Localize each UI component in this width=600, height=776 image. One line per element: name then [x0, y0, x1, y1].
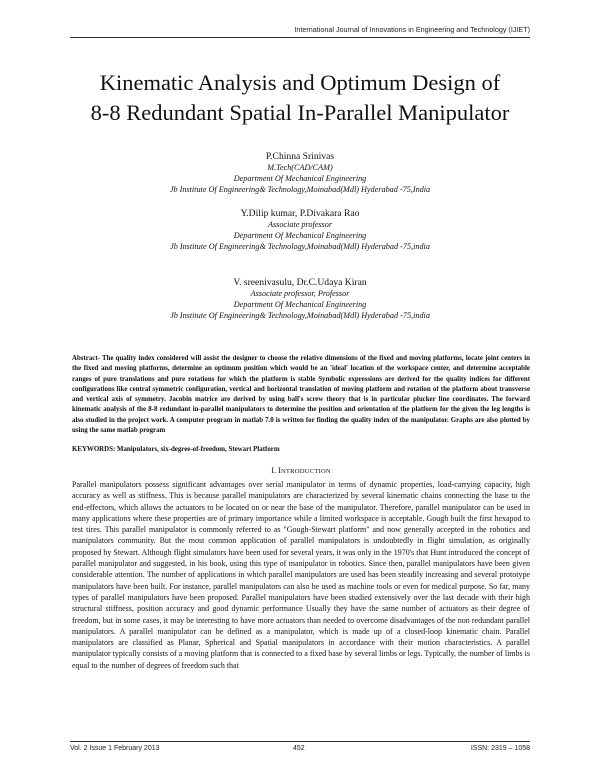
body-paragraph: Parallel manipulators possess significant advantages over serial manipulator in terms of dynamic properties, load-carrying capacity, high accuracy as well as stiffness. This is because parallel manipulators are characterized by several kinematic chains connecting the base to the end-effectors, which allows the actuators to be located on or near the base of the manipulator. Therefore, parallel manipulator can be used in many applications where these properties are of primary importance while a limited workspace is acceptable. Gough built the first hexapod to test tires. This parallel manipulator is commonly referred to as "Gough-Stewart platform" and now generally accepted in the robotics and manipulators community. But the most common application of parallel manipulators is undoubtedly in flight simulation, as originally proposed by Stewart. Although flight simulators have been used for several years, it was only in the 1970's that Hunt introduced the concept of parallel manipulator and suggested, in his book, using this type of manipulator in robotics. Since then, parallel manipulators have been given considerable attention. The number of applications in which parallel manipulators are used has been steadily increasing and several prototype manipulators have been built. For instance, parallel manipulators can also be used as machine tools or even for medical purpose. So far, many types of parallel manipulators have been proposed. Parallel manipulators have been studied extensively over the last decade with their high structural stiffness, position accuracy and good dynamic performance Usually they have the same number of actuators as their degree of freedom, but in some cases, it may be interesting to have more actuators than needed to overcome disadvantages of the non redundant parallel manipulators. A parallel manipulator can be defined as a manipulator, which is made up of a closed-loop kinematic chain. Parallel manipulators are classified as Planar, Spherical and Spatial manipulators in accordance with their motion characteristics. A parallel manipulator typically consists of a moving platform that is connected to a fixed base by several limbs or legs. Typically, the number of limbs is equal to the number of degrees of freedom such that [72, 480, 530, 670]
section-heading [72, 465, 530, 477]
author-institution: Jb Institute Of Engineering& Technology,Moinabad(Mdl) Hyderabad -75,India [169, 184, 431, 194]
author-department: Department Of Mechanical Engineering [233, 230, 367, 240]
section-numeral: I. [271, 466, 279, 475]
author-name: V. sreenivasulu, Dr.C.Udaya Kiran [233, 277, 367, 288]
author-institution: Jb Institute Of Engineering& Technology,Moinabad(Mdl) Hyderabad -75,india [170, 310, 430, 320]
section-title-rest: NTRODUCTION [280, 468, 331, 475]
body-text [72, 479, 530, 671]
author-institution: Jb Institute Of Engineering& Technology,Moinabad(Mdl) Hyderabad -75,india [170, 241, 430, 251]
footer-page-number: 452 [293, 745, 305, 752]
author-block-1 [40, 151, 560, 195]
author-role: Associate professor, Professor [250, 289, 350, 298]
title-line-2: 8-8 Redundant Spatial In-Parallel Manipulator [90, 100, 510, 125]
header-rule [70, 37, 530, 38]
footer-rule [70, 741, 530, 742]
title-line-1: Kinematic Analysis and Optimum Design of [99, 70, 501, 95]
footer-issue: Vol. 2 Issue 1 February 2013 [70, 745, 160, 752]
journal-header: International Journal of Innovations in Engineering and Technology (IJIET) [294, 25, 530, 34]
author-name: P.Chinna Srinivas [265, 151, 335, 162]
author-department: Department Of Mechanical Engineering [233, 299, 367, 309]
author-role: Associate professor [267, 220, 333, 229]
keywords: KEYWORDS: Manipulators, six-degree-of-freedom, Stewart Platform [72, 446, 280, 453]
abstract: Abstract- The quality index considered will assist the designer to choose the relative dimensions of the fixed and moving platforms, locate joint centers in the fixed and moving platforms, determine an optimum position which would be an 'ideal' location of the workspace center, and determine acceptable ranges of pure translations and pure rotations for which the platform is stable Symbolic expressions are derived for the quality indices for different configurations like central symmetric configuration, vertical and horizontal translation of moving platform and rotation of the platform about transverse and vertical axis of symmetry. Jacobin matrice are derived by using ball's screw theory that is in particular plucker line coordinates. The forward kinematic analysis of the 8-8 redundant in-parallel manipulators to determine the position and orientation of the platform for the given the leg lengths is also studied in the project work. A computer program in matlab 7.0 is written for finding the quality index of the manipulator. Graphs are also plotted by using the same matlab program [72, 355, 530, 435]
author-role: M.Tech(CAD/CAM) [267, 163, 333, 172]
footer-issn: ISSN: 2319 – 1058 [470, 745, 530, 752]
section-first-letter: I [278, 466, 281, 475]
author-name: Y.Dilip kumar, P.Divakara Rao [240, 208, 360, 219]
author-block-3 [40, 277, 560, 321]
author-department: Department Of Mechanical Engineering [233, 173, 367, 183]
paper-title [40, 68, 560, 128]
author-block-2 [40, 208, 560, 252]
